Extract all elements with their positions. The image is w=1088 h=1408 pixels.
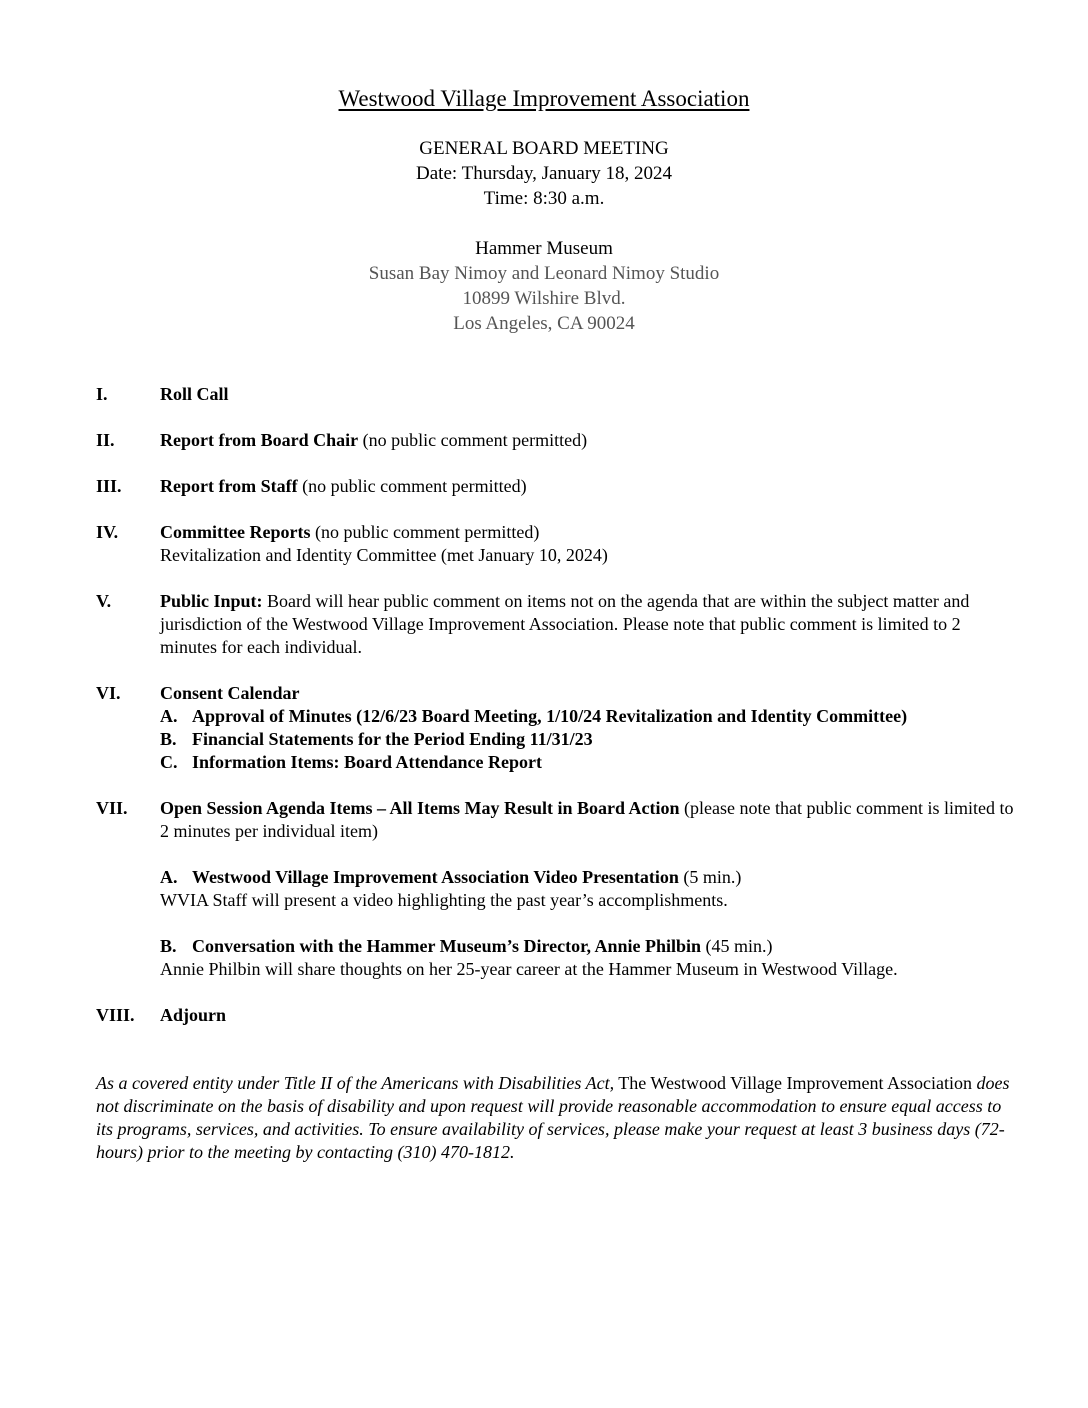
consent-subitem	[160, 705, 1016, 728]
agenda-item-title: Consent Calendar	[160, 683, 300, 703]
agenda-item-title: Open Session Agenda Items – All Items May Result in Board Action	[160, 798, 680, 818]
meeting-date: Date: Thursday, January 18, 2024	[416, 163, 672, 184]
venue-room: Susan Bay Nimoy and Leonard Nimoy Studio	[368, 263, 720, 284]
agenda-item-detail: Revitalization and Identity Committee (met January 10, 2024)	[160, 545, 608, 565]
agenda-list	[96, 383, 1016, 1027]
agenda-item-title: Report from Board Chair	[160, 430, 359, 450]
subitem-duration: (45 min.)	[701, 936, 773, 956]
agenda-item-note: (no public comment permitted)	[310, 522, 540, 542]
subitem-letter: C.	[160, 752, 178, 772]
agenda-item-title: Committee Reports	[160, 522, 311, 542]
consent-subitem	[160, 751, 1016, 774]
agenda-item-open-session	[96, 797, 1016, 981]
subitem-letter: A.	[160, 706, 178, 726]
subitem-heading	[160, 866, 1016, 889]
venue-name: Hammer Museum	[475, 238, 613, 259]
document-header	[0, 84, 1088, 336]
ada-notice-part2: The Westwood Village Improvement Association	[614, 1073, 977, 1093]
subitem-title: Conversation with the Hammer Museum’s Director, Annie Philbin	[192, 936, 701, 956]
meeting-info	[0, 136, 1088, 211]
subitem-text: Information Items: Board Attendance Report	[192, 752, 542, 772]
agenda-item-title: Report from Staff	[160, 476, 298, 496]
agenda-item-number: VIII.	[96, 1005, 135, 1025]
subitem-duration: (5 min.)	[678, 867, 742, 887]
organization-title: Westwood Village Improvement Association	[338, 86, 750, 111]
agenda-item-committee-reports	[96, 521, 1016, 567]
open-session-subitem	[160, 866, 1016, 912]
meeting-type: GENERAL BOARD MEETING	[419, 138, 669, 159]
agenda-item-number: VII.	[96, 798, 128, 818]
ada-notice-part3: does not discriminate on the basis of disability and upon request will provide reasonable accommodation to ensure equal access to its programs, services, and activities. To ensure availability of services, please make your request at least 3 business days (72-hours) prior to the meeting by contacting (310) 470-1812.	[96, 1073, 1010, 1162]
open-session-subitem	[160, 935, 1016, 981]
subitem-letter: B.	[160, 729, 177, 749]
ada-notice-part1: As a covered entity under Title II of the Americans with Disabilities Act,	[96, 1073, 615, 1093]
subitem-text: Approval of Minutes (12/6/23 Board Meeting, 1/10/24 Revitalization and Identity Committee)	[192, 706, 908, 726]
venue-city: Los Angeles, CA 90024	[453, 313, 635, 334]
consent-subitem	[160, 728, 1016, 751]
agenda-item-consent-calendar	[96, 682, 1016, 774]
subitem-letter: A.	[160, 867, 178, 887]
agenda-item-note: (no public comment permitted)	[297, 476, 527, 496]
venue-info	[0, 236, 1088, 336]
agenda-item-note: (please note that public comment is limited to 2 minutes per individual item)	[160, 798, 1014, 841]
ada-notice	[96, 1072, 1016, 1164]
subitem-heading	[160, 935, 1016, 958]
agenda-item-note: Board will hear public comment on items not on the agenda that are within the subject matter and jurisdiction of the Westwood Village Improvement Association. Please note that public comment is limited to 2 minutes for each individual.	[160, 591, 970, 657]
agenda-item-public-input	[96, 590, 1016, 659]
subitem-title: Westwood Village Improvement Association Video Presentation	[192, 867, 679, 887]
agenda-item-number: VI.	[96, 683, 121, 703]
subitem-detail: Annie Philbin will share thoughts on her 25-year career at the Hammer Museum in Westwood Village.	[160, 959, 898, 979]
agenda-item-title: Roll Call	[160, 384, 229, 404]
meeting-time: Time: 8:30 a.m.	[483, 188, 605, 209]
agenda-item-number: IV.	[96, 522, 119, 542]
agenda-item-number: III.	[96, 476, 122, 496]
open-session-heading	[160, 797, 1016, 843]
subitem-text: Financial Statements for the Period Ending 11/31/23	[192, 729, 593, 749]
agenda-item-staff-report	[96, 475, 1016, 498]
subitem-detail: WVIA Staff will present a video highlighting the past year’s accomplishments.	[160, 890, 728, 910]
subitem-letter: B.	[160, 936, 177, 956]
agenda-item-number: II.	[96, 430, 115, 450]
agenda-item-title: Adjourn	[160, 1005, 227, 1025]
agenda-item-adjourn	[96, 1004, 1016, 1027]
agenda-item-number: V.	[96, 591, 112, 611]
agenda-item-board-chair-report	[96, 429, 1016, 452]
venue-street: 10899 Wilshire Blvd.	[462, 288, 626, 309]
agenda-item-roll-call	[96, 383, 1016, 406]
agenda-item-note: (no public comment permitted)	[358, 430, 588, 450]
agenda-item-number: I.	[96, 384, 108, 404]
agenda-item-title: Public Input:	[160, 591, 263, 611]
